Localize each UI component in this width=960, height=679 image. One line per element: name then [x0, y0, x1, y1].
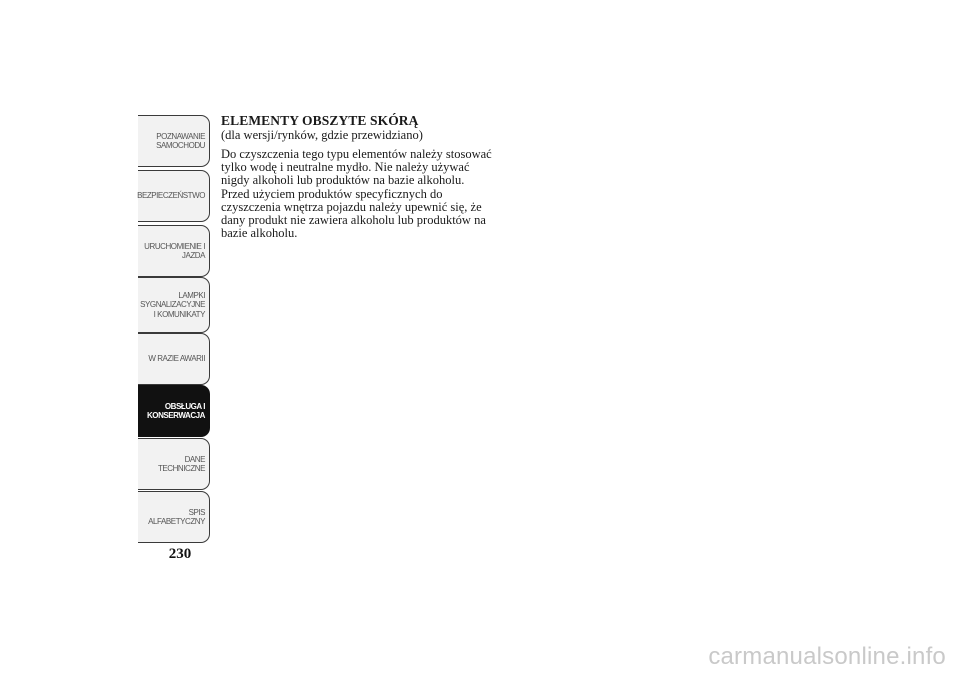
section-heading: ELEMENTY OBSZYTE SKÓRĄ [221, 113, 419, 128]
tab-bezpieczenstwo[interactable] [138, 170, 210, 222]
tab-label: SPIS ALFABETYCZNY [148, 507, 205, 526]
tab-label: POZNAWANIE SAMOCHODU [156, 131, 205, 150]
tab-label: LAMPKI SYGNALIZACYJNE I KOMUNIKATY [140, 290, 205, 319]
tab-obsluga-i-konserwacja[interactable] [138, 385, 210, 437]
tab-label: OBSŁUGA I KONSERWACJA [146, 401, 205, 420]
page-number: 230 [168, 546, 192, 562]
tab-dane-techniczne[interactable] [138, 438, 210, 490]
page-content [221, 113, 521, 240]
tab-label: URUCHOMIENIE I JAZDA [144, 241, 205, 260]
tab-uruchomienie-i-jazda[interactable] [138, 225, 210, 277]
tab-label: W RAZIE AWARII [148, 354, 205, 364]
section-subheading: (dla wersji/rynków, gdzie przewidziano) [221, 128, 423, 142]
tab-poznawanie-samochodu[interactable] [138, 115, 210, 167]
tab-spis-alfabetyczny[interactable] [138, 491, 210, 543]
tab-label: BEZPIECZEŃSTWO [137, 191, 205, 201]
tab-lampki-sygnalizacyjne[interactable] [138, 277, 210, 333]
body-paragraph: Do czyszczenia tego typu elementów należy stosować tylko wodę i neutralne mydło. Nie należy używać nigdy alkoholi lub produktów na bazie alkoholu. Przed użyciem produktów specyficznych do czyszczenia wnętrza pojazdu należy upewnić się, że dany produkt nie zawiera alkoholu lub produktów na bazie alkoholu. [221, 147, 492, 241]
tab-label: DANE TECHNICZNE [157, 454, 205, 473]
watermark: carmanualsonline.info [708, 643, 946, 670]
tab-w-razie-awarii[interactable] [138, 333, 210, 385]
